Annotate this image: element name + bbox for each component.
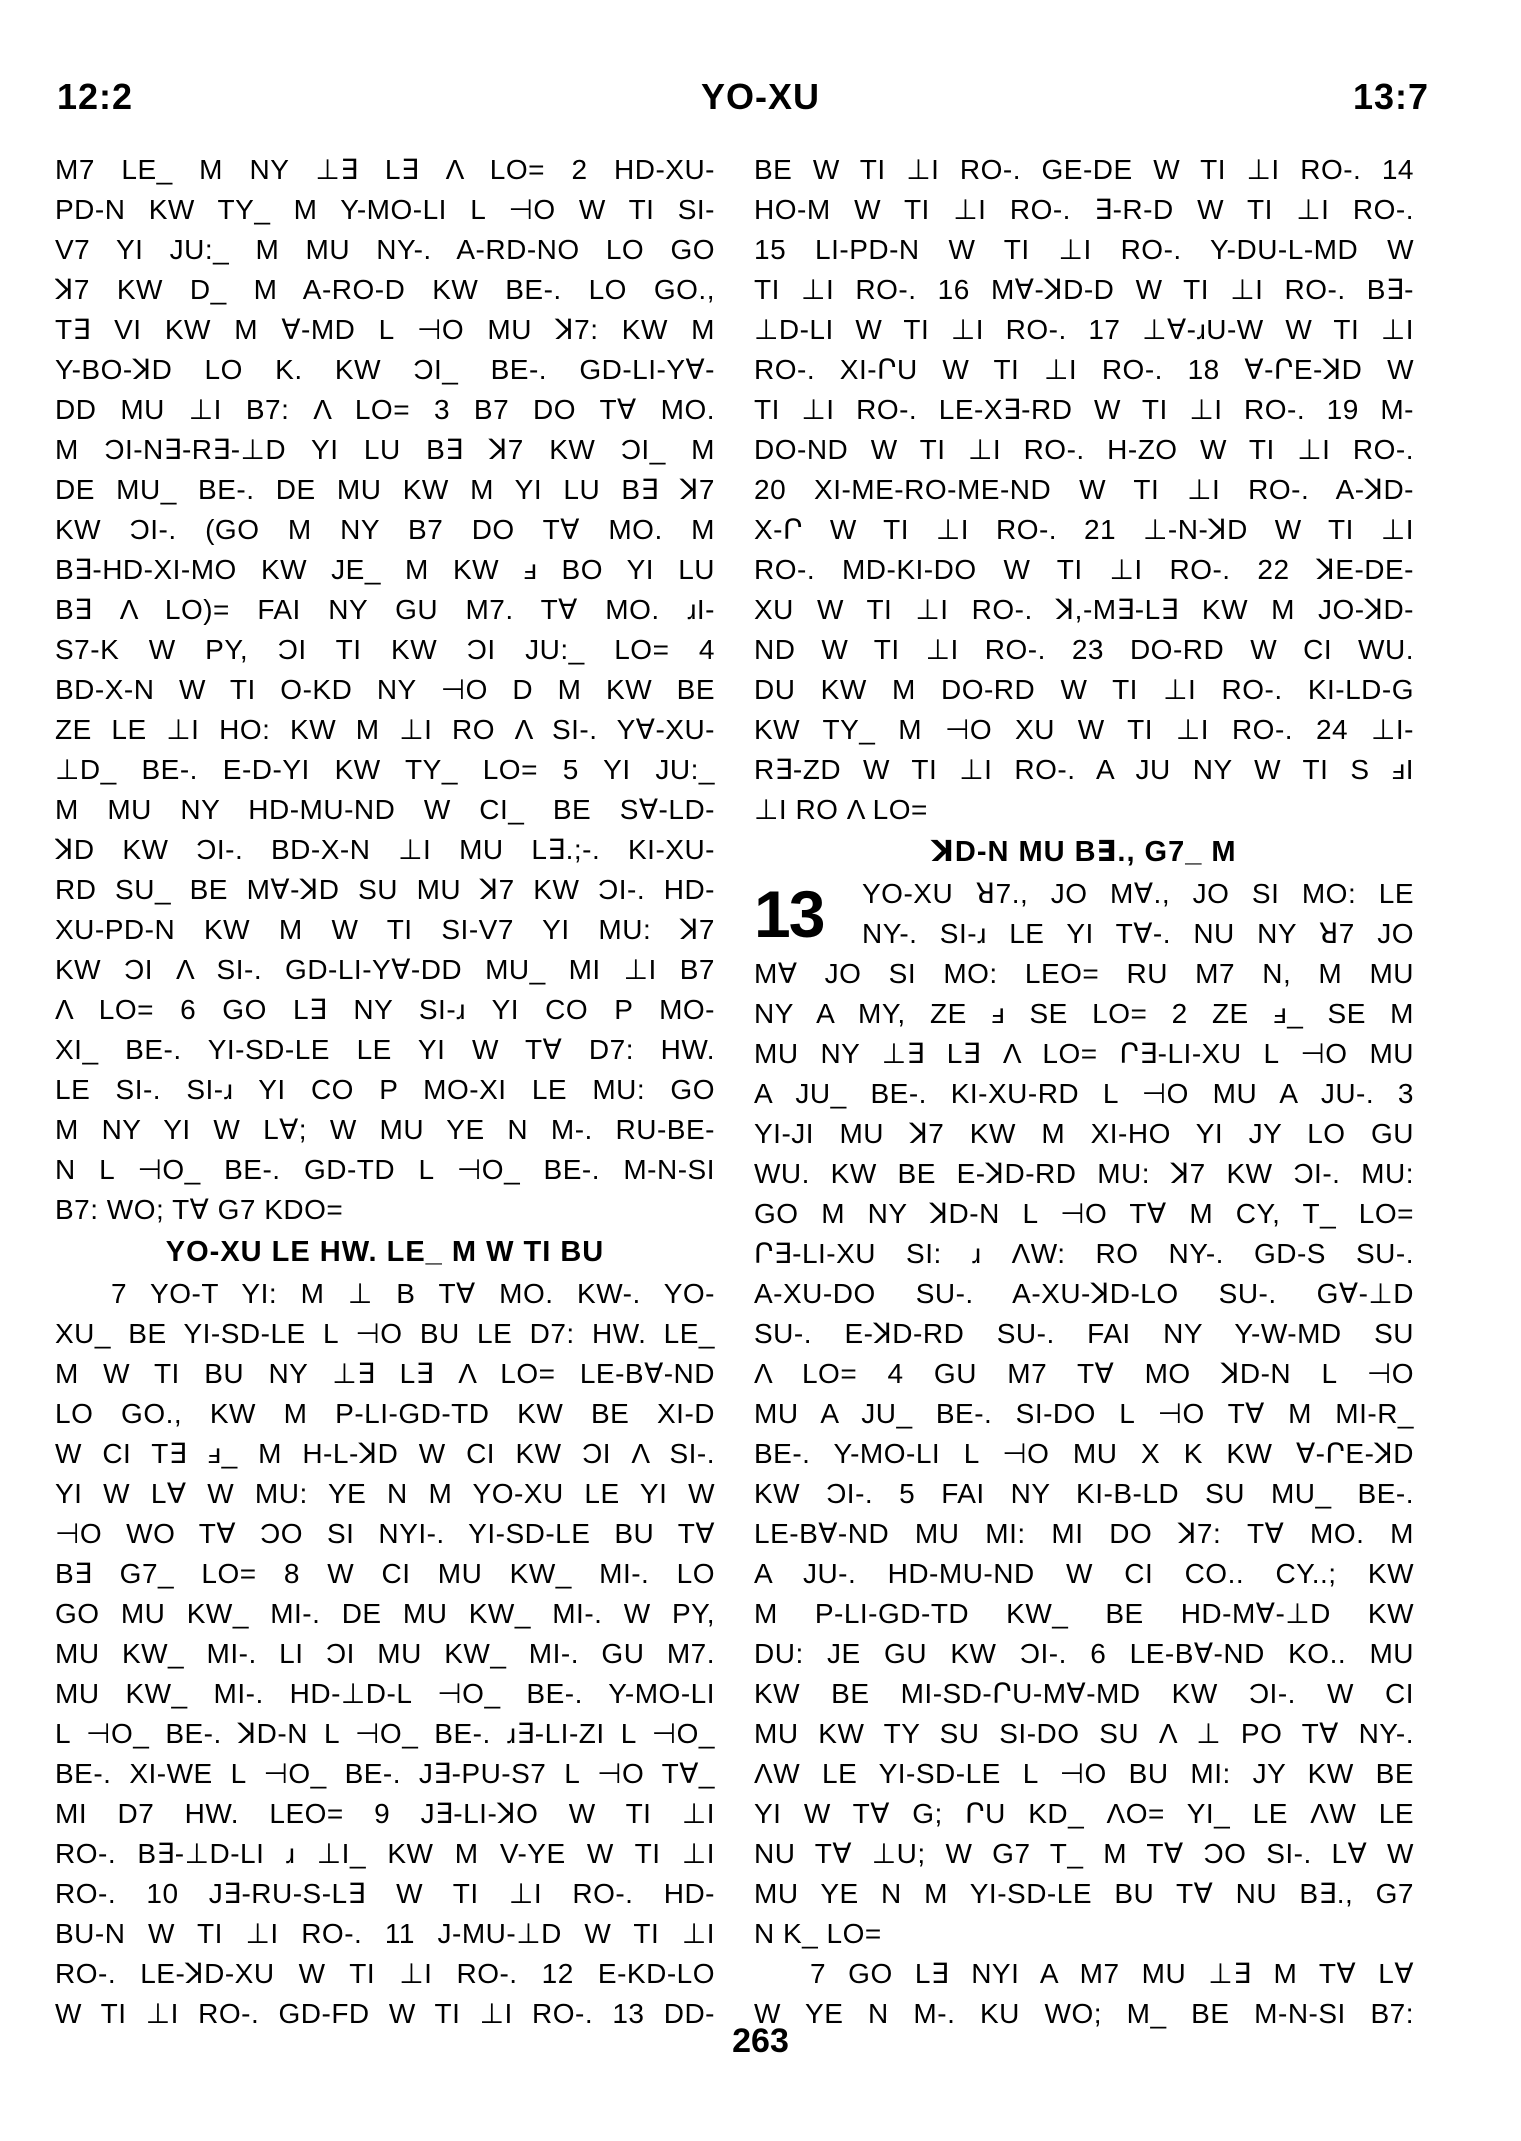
chapter-text-line: NY-. SI-ɹ LE YI T∀-. NU NY ꓤ7 JO [862,918,1414,949]
header-right-reference: 13:7 [1352,76,1429,117]
text-line: BE W TI ⊥I RO-. GE-DE W TI ⊥I RO-. 14 [754,154,1414,185]
left-text-column [55,150,715,2034]
text-line: RO-. 10 J∃-RU-S-L∃ W TI ⊥I RO-. HD- [55,1878,715,1909]
text-line: MU NY ⊥∃ L∃ Λ LO= Ր∃-LI-XU L ⊣O MU [754,1038,1414,1069]
text-line: KW ƆI-. (GO M NY B7 DO T∀ MO. M [55,514,715,545]
text-line: Λ LO= 6 GO L∃ NY SI-ɹ YI CO P MO- [55,994,715,1025]
text-line: N L ⊣O_ BE-. GD-TD L ⊣O_ BE-. M-N-SI [55,1154,715,1185]
section-heading-right: ꓘD-N MU B∃., G7_ M [931,836,1237,868]
text-line: ⊥I RO Λ LO= [754,794,928,825]
text-line: SU-. E-ꓘD-RD SU-. FAI NY Y-W-MD SU [754,1318,1414,1349]
page-number: 263 [732,2022,789,2060]
text-line: M W TI BU NY ⊥∃ L∃ Λ LO= LE-B∀-ND [55,1358,715,1389]
text-line: KW ƆI-. 5 FAI NY KI-B-LD SU MU_ BE-. [754,1478,1414,1509]
text-line: NU T∀ ⊥U; W G7 T_ M T∀ ƆO SI-. L∀ W [754,1838,1414,1869]
text-line: A-XU-DO SU-. A-XU-ꓘD-LO SU-. G∀-⊥D [754,1278,1414,1309]
text-line: A JU_ BE-. KI-XU-RD L ⊣O MU A JU-. 3 [754,1078,1414,1109]
text-line: RD SU_ BE M∀-ꓘD SU MU ꓘ7 KW ƆI-. HD- [55,874,715,905]
text-line: BD-X-N W TI O-KD NY ⊣O D M KW BE [55,674,715,705]
text-line: M∀ JO SI MO: LEO= RU M7 N, M MU [754,958,1414,989]
text-line: RO-. MD-KI-DO W TI ⊥I RO-. 22 ꓘE-DE- [754,554,1414,585]
text-line: MI D7 HW. LEO= 9 J∃-LI-ꓘO W TI ⊥I [55,1798,715,1829]
text-line: BU-N W TI ⊥I RO-. 11 J-MU-⊥D W TI ⊥I [55,1918,715,1949]
header-book-title: YO-XU [700,76,820,117]
text-line: WU. KW BE E-ꓘD-RD MU: ꓘ7 KW ƆI-. MU: [754,1158,1414,1189]
text-line: V7 YI JU:_ M MU NY-. A-RD-NO LO GO [55,234,715,265]
right-text-column [754,150,1414,2034]
text-line: W CI T∃ ⅎ_ M H-L-ꓘD W CI KW ƆI Λ SI-. [55,1438,715,1469]
text-line: A JU-. HD-MU-ND W CI CO.. CY..; KW [754,1558,1414,1589]
text-line: BE-. XI-WE L ⊣O_ BE-. J∃-PU-S7 L ⊣O T∀_ [55,1758,715,1789]
text-line: XU W TI ⊥I RO-. ꓘ,-M∃-L∃ KW M JO-ꓘD- [754,594,1414,625]
text-line: 15 LI-PD-N W TI ⊥I RO-. Y-DU-L-MD W [754,234,1414,265]
text-line: ZE LE ⊥I HO: KW M ⊥I RO Λ SI-. Y∀-XU- [55,714,715,745]
text-line: KW BE MI-SD-ՐU-M∀-MD KW ƆI-. W CI [754,1678,1414,1709]
text-line: Ր∃-LI-XU SI: ɹ ΛW: RO NY-. GD-S SU-. [754,1238,1414,1269]
text-line: DU: JE GU KW ƆI-. 6 LE-B∀-ND KO.. MU [754,1638,1414,1669]
text-line: TI ⊥I RO-. 16 M∀-ꓘD-D W TI ⊥I RO-. B∃- [754,274,1414,305]
text-line: 20 XI-ME-RO-ME-ND W TI ⊥I RO-. A-ꓘD- [754,474,1414,505]
text-line: ꓘD KW ƆI-. BD-X-N ⊥I MU L∃.;-. KI-XU- [55,834,715,865]
text-line: X-Ր W TI ⊥I RO-. 21 ⊥-N-ꓘD W TI ⊥I [754,514,1414,545]
text-line: XU-PD-N KW M W TI SI-V7 YI MU: ꓘ7 [55,914,715,945]
text-line: M MU NY HD-MU-ND W CI_ BE S∀-LD- [55,794,715,825]
text-line: MU KW_ MI-. HD-⊥D-L ⊣O_ BE-. Y-MO-LI [55,1678,715,1709]
text-line: 7 YO-T YI: M ⊥ B T∀ MO. KW-. YO- [111,1278,715,1309]
text-line: LE-B∀-ND MU MI: MI DO ꓘ7: T∀ MO. M [754,1518,1414,1549]
text-line: BE-. Y-MO-LI L ⊣O MU X K KW ∀-ՐE-ꓘD [754,1438,1414,1469]
text-line: YI W L∀ W MU: YE N M YO-XU LE YI W [55,1478,715,1509]
text-line: YI-JI MU ꓘ7 KW M XI-HO YI JY LO GU [754,1118,1414,1149]
text-line: M NY YI W L∀; W MU YE N M-. RU-BE- [55,1114,715,1145]
text-line: 7 GO L∃ NYI A M7 MU ⊥∃ M T∀ L∀ [810,1958,1414,1989]
text-line: ⊥D-LI W TI ⊥I RO-. 17 ⊥∀-ɹU-W W TI ⊥I [754,314,1414,345]
chapter-number: 13 [754,877,824,951]
text-line: MU A JU_ BE-. SI-DO L ⊣O T∀ M MI-R_ [754,1398,1414,1429]
text-line: L ⊣O_ BE-. ꓘD-N L ⊣O_ BE-. ɹ∃-LI-ZI L ⊣O_ [55,1718,715,1749]
text-line: MU KW TY SU SI-DO SU Λ ⊥ PO T∀ NY-. [754,1718,1414,1749]
text-line: ΛW LE YI-SD-LE L ⊣O BU MI: JY KW BE [754,1758,1414,1789]
text-line: HO-M W TI ⊥I RO-. ∃-R-D W TI ⊥I RO-. [754,194,1414,225]
text-line: DE MU_ BE-. DE MU KW M YI LU B∃ ꓘ7 [55,474,715,505]
text-line: RO-. LE-ꓘD-XU W TI ⊥I RO-. 12 E-KD-LO [55,1958,715,1989]
text-line: Y-BO-ꓘD LO K. KW ƆI_ BE-. GD-LI-Y∀- [55,354,715,385]
section-heading-left: YO-XU LE HW. LE_ M W TI BU [165,1236,605,1268]
chapter-opening [754,874,1414,954]
text-line: T∃ VI KW M ∀-MD L ⊣O MU ꓘ7: KW M [55,314,715,345]
text-line: W YE N M-. KU WO; M_ BE M-N-SI B7: [754,1998,1414,2029]
text-line: XI_ BE-. YI-SD-LE LE YI W T∀ D7: HW. [55,1034,715,1065]
text-line: GO M NY ꓘD-N L ⊣O T∀ M CY, T_ LO= [754,1198,1414,1229]
text-line: Λ LO= 4 GU M7 T∀ MO ꓘD-N L ⊣O [754,1358,1414,1389]
text-line: M7 LE_ M NY ⊥∃ L∃ Λ LO= 2 HD-XU- [55,154,715,185]
text-line: M P-LI-GD-TD KW_ BE HD-M∀-⊥D KW [754,1598,1414,1629]
text-line: MU YE N M YI-SD-LE BU T∀ NU B∃., G7 [754,1878,1414,1909]
text-line: KW TY_ M ⊣O XU W TI ⊥I RO-. 24 ⊥I- [754,714,1414,745]
text-line: TI ⊥I RO-. LE-X∃-RD W TI ⊥I RO-. 19 M- [754,394,1414,425]
text-line: ⊣O WO T∀ ƆO SI NYI-. YI-SD-LE BU T∀ [55,1518,715,1549]
text-line: DU KW M DO-RD W TI ⊥I RO-. KI-LD-G [754,674,1414,705]
text-line: B7: WO; T∀ G7 KDO= [55,1194,344,1225]
text-line: KW ƆI Λ SI-. GD-LI-Y∀-DD MU_ MI ⊥I B7 [55,954,715,985]
text-line: RO-. B∃-⊥D-LI ɹ ⊥I_ KW M V-YE W TI ⊥I [55,1838,715,1869]
text-line: N K_ LO= [754,1918,882,1949]
text-line: LO GO., KW M P-LI-GD-TD KW BE XI-D [55,1398,715,1429]
text-line: RO-. XI-ՐU W TI ⊥I RO-. 18 ∀-ՐE-ꓘD W [754,354,1414,385]
chapter-text-line: YO-XU ꓤ7., JO M∀., JO SI MO: LE [862,878,1414,909]
text-line: B∃ Λ LO)= FAI NY GU M7. T∀ MO. ɹI- [55,594,715,625]
text-line: S7-K W PY, ƆI TI KW ƆI JU:_ LO= 4 [55,634,715,665]
text-line: ND W TI ⊥I RO-. 23 DO-RD W CI WU. [754,634,1414,665]
text-line: R∃-ZD W TI ⊥I RO-. A JU NY W TI S ⅎI [754,754,1414,785]
text-line: B∃-HD-XI-MO KW JE_ M KW ⅎ BO YI LU [55,554,715,585]
text-line: M ƆI-N∃-R∃-⊥D YI LU B∃ ꓘ7 KW ƆI_ M [55,434,715,465]
text-line: DD MU ⊥I B7: Λ LO= 3 B7 DO T∀ MO. [55,394,715,425]
text-line: GO MU KW_ MI-. DE MU KW_ MI-. W PY, [55,1598,715,1629]
text-line: MU KW_ MI-. LI ƆI MU KW_ MI-. GU M7. [55,1638,715,1669]
text-line: XU_ BE YI-SD-LE L ⊣O BU LE D7: HW. LE_ [55,1318,715,1349]
text-line: PD-N KW TY_ M Y-MO-LI L ⊣O W TI SI- [55,194,715,225]
text-line: NY A MY, ZE ⅎ SE LO= 2 ZE ⅎ_ SE M [754,998,1414,1029]
header-left-reference: 12:2 [57,76,134,117]
text-line: YI W T∀ G; ՐU KD_ ΛO= YI_ LE ΛW LE [754,1798,1414,1829]
text-line: ꓘ7 KW D_ M A-RO-D KW BE-. LO GO., [55,274,715,305]
text-line: LE SI-. SI-ɹ YI CO P MO-XI LE MU: GO [55,1074,715,1105]
text-line: B∃ G7_ LO= 8 W CI MU KW_ MI-. LO [55,1558,715,1589]
text-line: DO-ND W TI ⊥I RO-. H-ZO W TI ⊥I RO-. [754,434,1414,465]
text-line: W TI ⊥I RO-. GD-FD W TI ⊥I RO-. 13 DD- [55,1998,715,2029]
text-line: ⊥D_ BE-. E-D-YI KW TY_ LO= 5 YI JU:_ [55,754,715,785]
